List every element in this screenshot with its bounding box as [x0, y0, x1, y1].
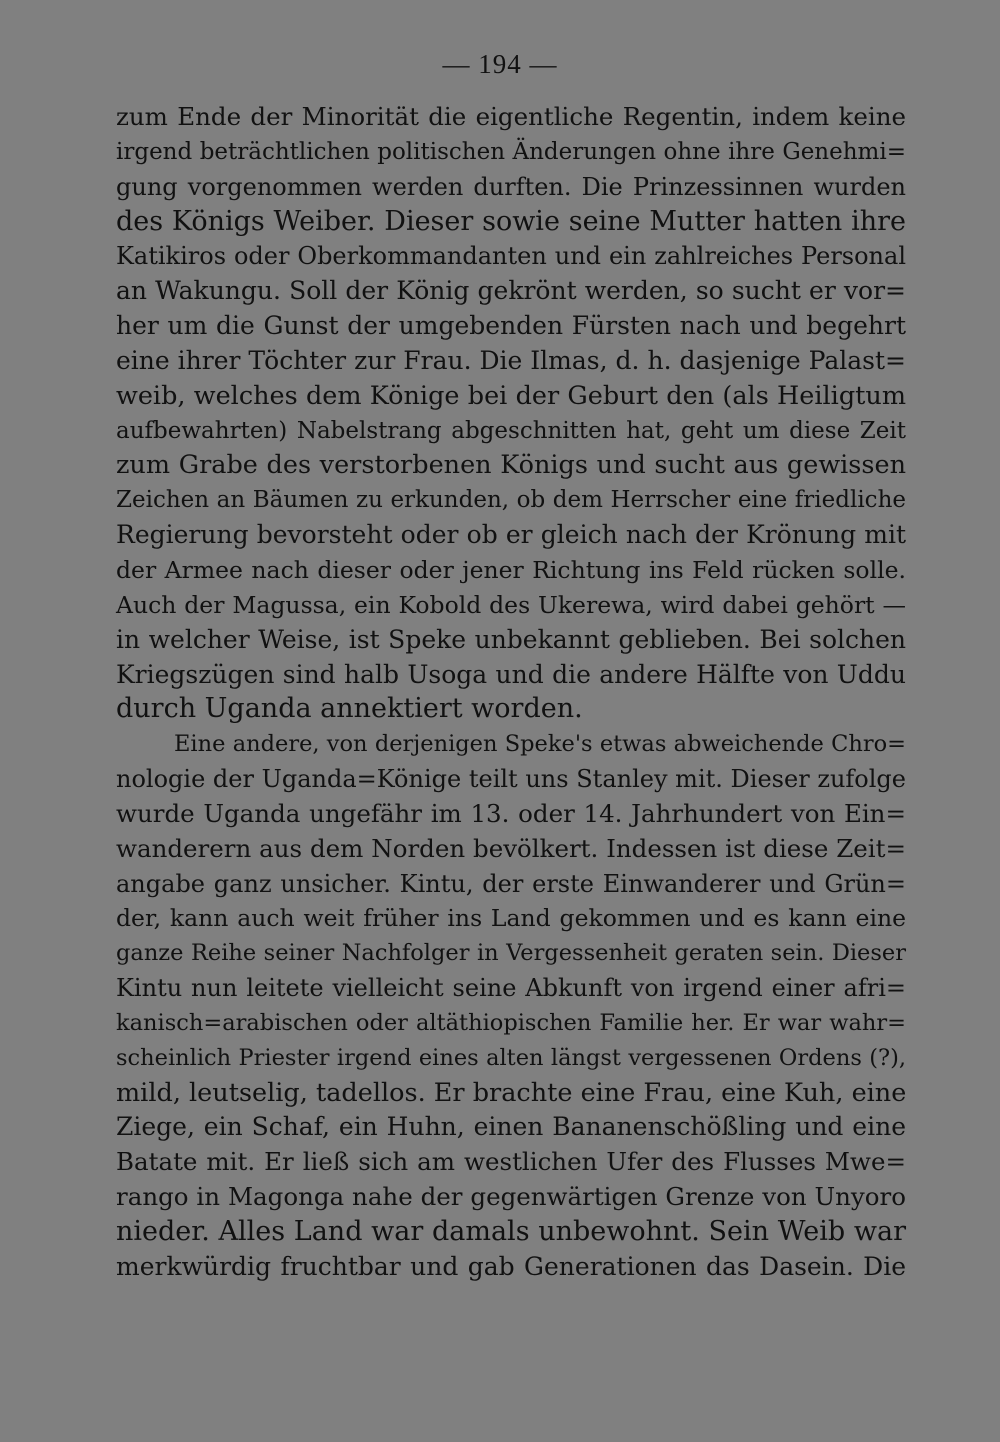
text-line: merkwürdig fruchtbar und gab Generationen das Dasein. Die — [116, 1251, 906, 1281]
text-line: des Königs Weiber. Dieser sowie seine Mutter hatten ihre — [116, 205, 906, 237]
text-line: Kriegszügen sind halb Usoga und die andere Hälfte von Uddu — [116, 659, 906, 689]
text-line: zum Grabe des verstorbenen Königs und sucht aus gewissen — [116, 450, 906, 481]
text-line: zum Ende der Minorität die eigentliche Regentin, indem keine — [116, 102, 906, 131]
text-line: eine ihrer Töchter zur Frau. Die Ilmas, d. h. dasjenige Palast= — [116, 345, 906, 375]
text-line: irgend beträchtlichen politischen Änderungen ohne ihre Genehmi= — [116, 138, 906, 165]
text-line: mild, leutselig, tadellos. Er brachte eine Frau, eine Kuh, eine — [116, 1077, 907, 1108]
text-line: wurde Uganda ungefähr im 13. oder 14. Jahrhundert von Ein= — [116, 798, 906, 828]
page-number: — 194 — — [442, 49, 558, 79]
text-line: kanisch=arabischen oder altäthiopischen Familie her. Er war wahr= — [116, 1009, 906, 1036]
text-line: Katikiros oder Oberkommandanten und ein zahlreiches Personal — [116, 242, 906, 271]
text-line: in welcher Weise, ist Speke unbekannt geblieben. Bei solchen — [116, 624, 906, 654]
text-line: rango in Magonga nahe der gegenwärtigen Grenze von Unyoro — [116, 1182, 906, 1212]
text-line: Auch der Magussa, ein Kobold des Ukerewa, wird dabei gehört — — [116, 590, 906, 619]
text-line: angabe ganz unsicher. Kintu, der erste Einwanderer und Grün= — [116, 869, 906, 898]
text-line: aufbewahrten) Nabelstrang abgeschnitten hat, geht um diese Zeit — [116, 417, 906, 444]
text-line: der, kann auch weit früher ins Land gekommen und es kann eine — [116, 904, 906, 933]
text-line: Ziege, ein Schaf, ein Huhn, einen Bananenschößling und eine — [116, 1112, 906, 1142]
text-line: ganze Reihe seiner Nachfolger in Vergessenheit geraten sein. Dieser — [116, 940, 906, 967]
text-line: Kintu nun leitete vielleicht seine Abkunft von irgend einer afri= — [116, 974, 906, 1003]
text-line: nologie der Uganda=Könige teilt uns Stanley mit. Dieser zufolge — [116, 765, 906, 794]
text-line: der Armee nach dieser oder jener Richtung ins Feld rücken solle. — [116, 555, 906, 584]
text-line: an Wakungu. Soll der König gekrönt werden, so sucht er vor= — [116, 276, 906, 306]
text-line: gung vorgenommen werden durften. Die Prinzessinnen wurden — [116, 172, 906, 201]
text-line: nieder. Alles Land war damals unbewohnt. Sein Weib war — [116, 1216, 906, 1247]
paragraph-end-line: durch Uganda annektiert worden. — [116, 693, 583, 725]
text-line: Zeichen an Bäumen zu erkunden, ob dem Herrscher eine friedliche — [116, 487, 906, 514]
text-line: Batate mit. Er ließ sich am westlichen Ufer des Flusses Mwe= — [116, 1147, 906, 1177]
body-text — [116, 100, 906, 1285]
text-line: scheinlich Priester irgend eines alten längst vergessenen Ordens (?), — [116, 1044, 906, 1071]
text-line: Regierung bevorsteht oder ob er gleich nach der Krönung mit — [116, 520, 906, 550]
paragraph-start-line: Eine andere, von derjenigen Speke's etwas abweichende Chro= — [174, 731, 906, 758]
text-line: weib, welches dem Könige bei der Geburt den (als Heiligtum — [116, 380, 906, 411]
text-line: her um die Gunst der umgebenden Fürsten nach und begehrt — [116, 311, 906, 341]
text-line: wanderern aus dem Norden bevölkert. Indessen ist diese Zeit= — [116, 833, 906, 863]
